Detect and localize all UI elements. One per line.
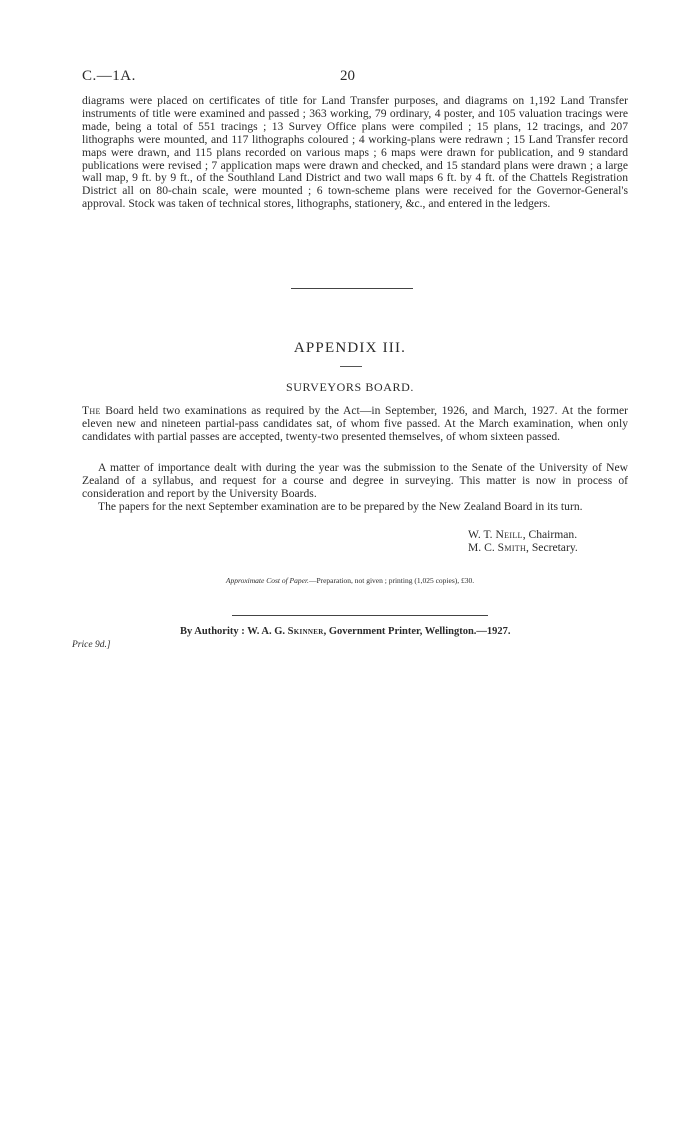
signature-initials: M. C. (468, 541, 495, 554)
page-number: 20 (340, 68, 355, 84)
section-title: SURVEYORS BOARD. (286, 380, 414, 394)
signature-role: , Chairman. (522, 528, 578, 541)
signature-initials: W. T. (468, 528, 493, 541)
signature-surname: Smith (497, 541, 527, 554)
opening-word: The (82, 404, 101, 417)
document-code: C.—1A. (82, 68, 136, 84)
continuation-paragraph: diagrams were placed on certificates of title for Land Transfer purposes, and diagrams on 1,192 Land Transfer instruments of title were examined and passed ; 363 working, 79 ordinary, 4 poster, and 105 valuation tracings were made, being a total of 551 tracings ; 13 Survey Office plans were compiled ; 15 plans, 12 tracings, and 207 lithographs were mounted, and 117 lithographs coloured ; 4 working-plans were redrawn ; 15 Land Transfer record maps were drawn, and 115 plans recorded on various maps ; 6 maps were drawn for publication, and 9 standard publications were revised ; 7 application maps were drawn and checked, and 15 standard plans were drawn ; a large wall map, 9 ft. by 9 ft., of the Southland Land District and two wall maps 6 ft. by 4 ft. of the Chattels Registration District all on 80-chain scale, were mounted ; 6 town-scheme plans were received for the Governor-General's approval. Stock was taken of technical stores, lithographs, stationery, &c., and entered in the ledgers. (82, 94, 628, 211)
board-paragraph-1-text: Board held two examinations as required by the Act—in September, 1926, and March, 1927. At the former eleven new and nineteen partial-pass candidates sat, of whom five passed. At the March examination, when only candidates with partial passes are accepted, twenty-two presented themselves, of whom sixteen passed. (82, 404, 628, 443)
board-paragraph-2: A matter of importance dealt with during the year was the submission to the Senate of the University of New Zealand of a syllabus, and request for a course and degree in surveying. This matter is now in process of consideration and report by the University Boards. (82, 461, 628, 500)
price-note: Price 9d.] (72, 640, 111, 650)
authority-prefix: By Authority : W. A. G. (180, 626, 288, 637)
section-divider (291, 288, 413, 289)
cost-label: Approximate Cost of Paper. (225, 576, 309, 585)
signature-role: , Secretary. (526, 541, 578, 554)
signature-surname: Neill (495, 528, 523, 541)
cost-text: —Preparation, not given ; printing (1,025 copies), £30. (308, 576, 475, 585)
authority-suffix: , Government Printer, Wellington.—1927. (323, 626, 511, 637)
authority-line (180, 626, 511, 637)
signature-secretary (468, 541, 578, 554)
cost-note (0, 576, 700, 585)
signature-chairman (468, 528, 577, 541)
board-paragraph-1 (82, 405, 628, 444)
footer-divider (232, 615, 488, 616)
appendix-title: APPENDIX III. (293, 340, 407, 356)
title-underline (340, 366, 362, 367)
board-paragraph-3: The papers for the next September examination are to be prepared by the New Zealand Board in its turn. (98, 500, 583, 513)
authority-name: Skinner (287, 626, 324, 637)
